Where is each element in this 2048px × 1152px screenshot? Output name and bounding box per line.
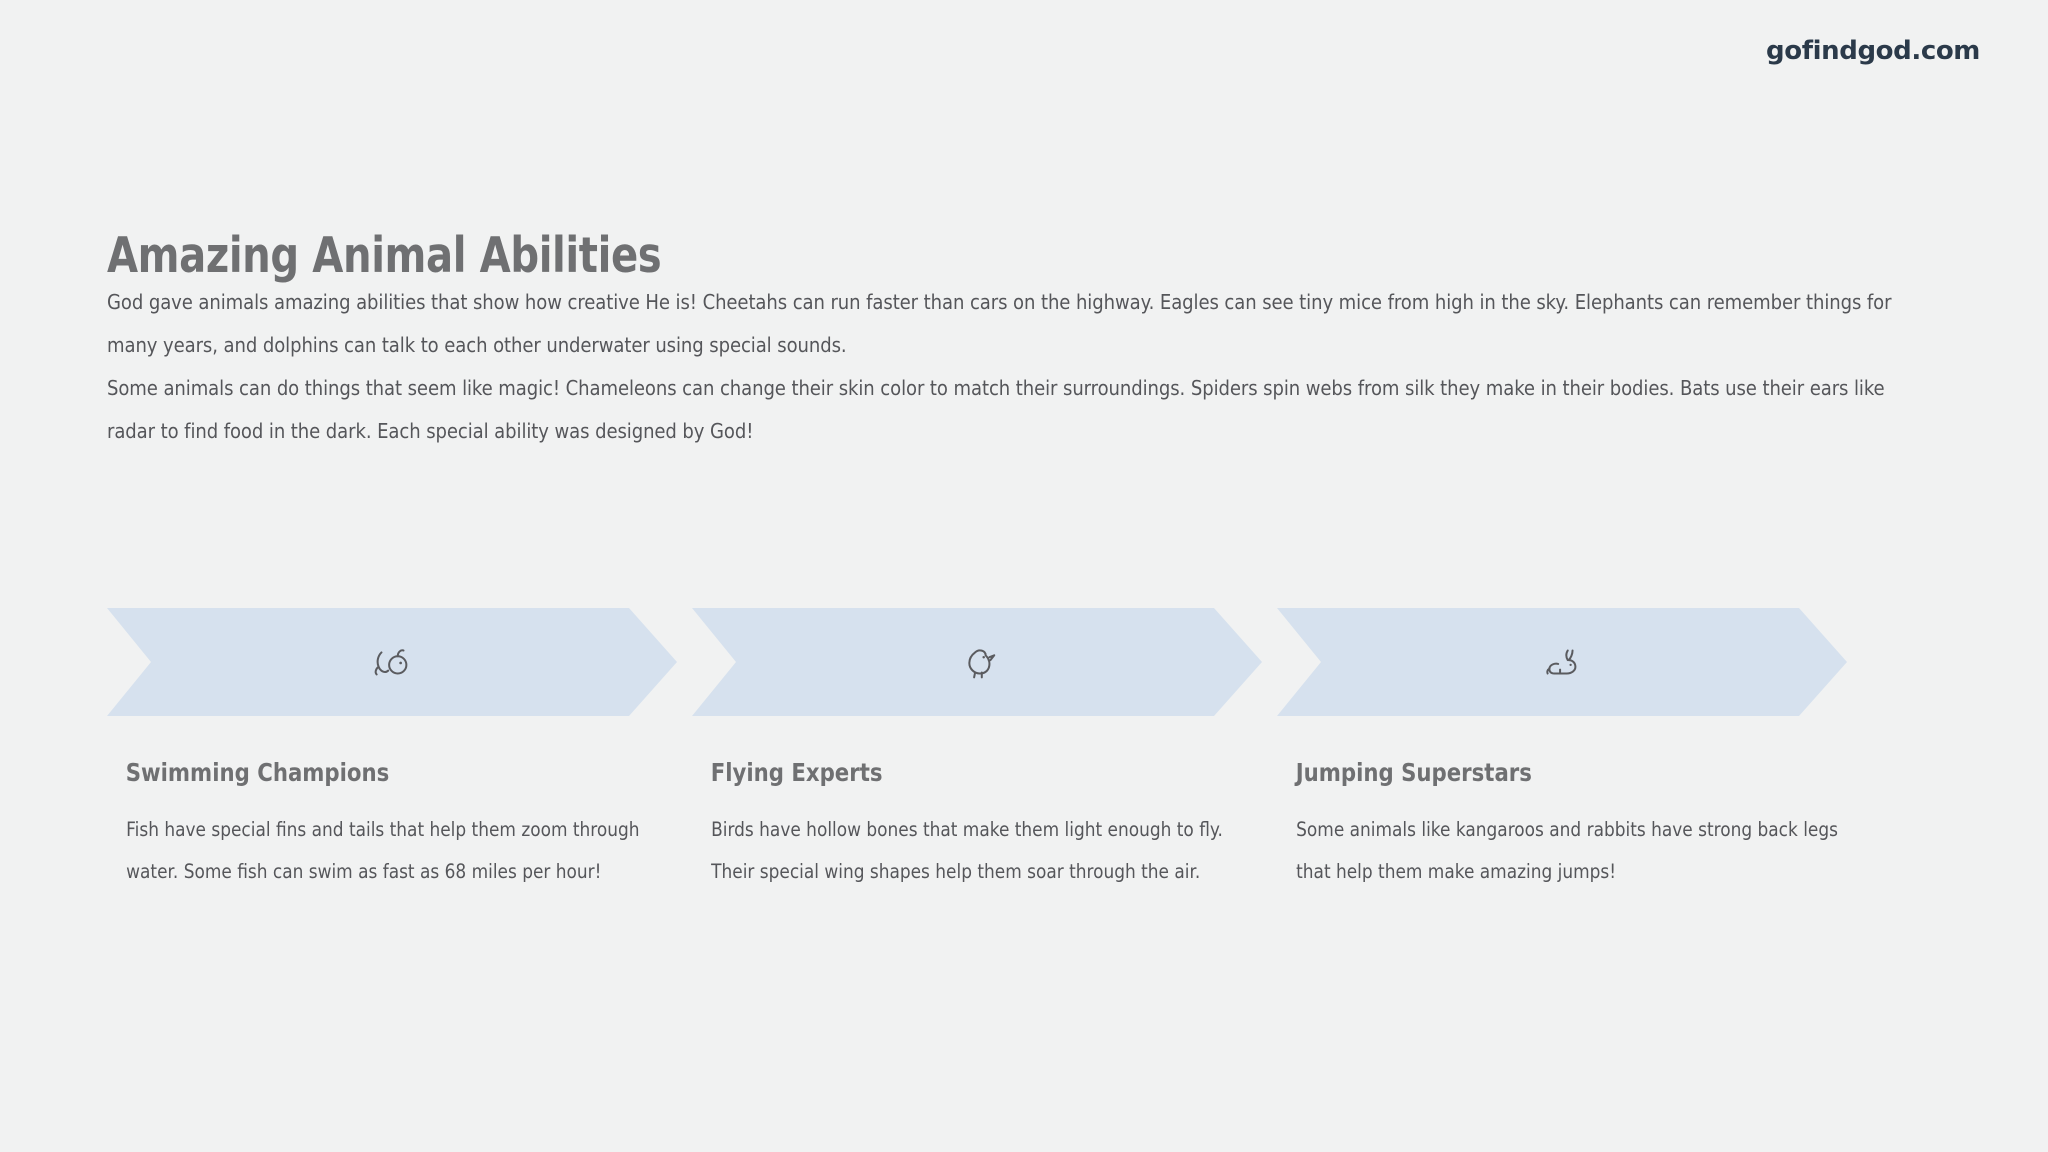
chevron-banner [107,608,677,716]
feature-card-list [107,608,1937,893]
feature-card-swimming [107,608,677,893]
card-text: Birds have hollow bones that make them light enough to fly. Their special wing shapes help them soar through the air. [711,818,1223,883]
site-brand: gofindgod.com [1766,36,1980,66]
article-content [107,227,1907,453]
card-text: Fish have special fins and tails that help them zoom through water. Some fish can swim as fast as 68 miles per hour! [126,818,640,883]
paragraph-1: God gave animals amazing abilities that show how creative He is! Cheetahs can run faster than cars on the highway. Eagles can see tiny mice from high in the sky. Elephants can remember things for many years, and dolphins can talk to each other underwater using special sounds. [107,290,1892,358]
paragraph-2: Some animals can do things that seem like magic! Chameleons can change their skin color to match their surroundings. Spiders spin webs from silk they make in their bodies. Bats use their ears like radar to find food in the dark. Each special ability was designed by God! [107,376,1885,444]
card-title: Flying Experts [710,758,883,787]
card-title: Jumping Superstars [1295,758,1532,787]
feature-card-jumping [1277,608,1847,893]
card-title: Swimming Champions [125,758,390,787]
page-title: Amazing Animal Abilities [107,227,662,284]
chevron-banner [692,608,1262,716]
chevron-banner [1277,608,1847,716]
feature-card-flying [692,608,1262,893]
card-text: Some animals like kangaroos and rabbits have strong back legs that help them make amazing jumps! [1296,818,1838,883]
